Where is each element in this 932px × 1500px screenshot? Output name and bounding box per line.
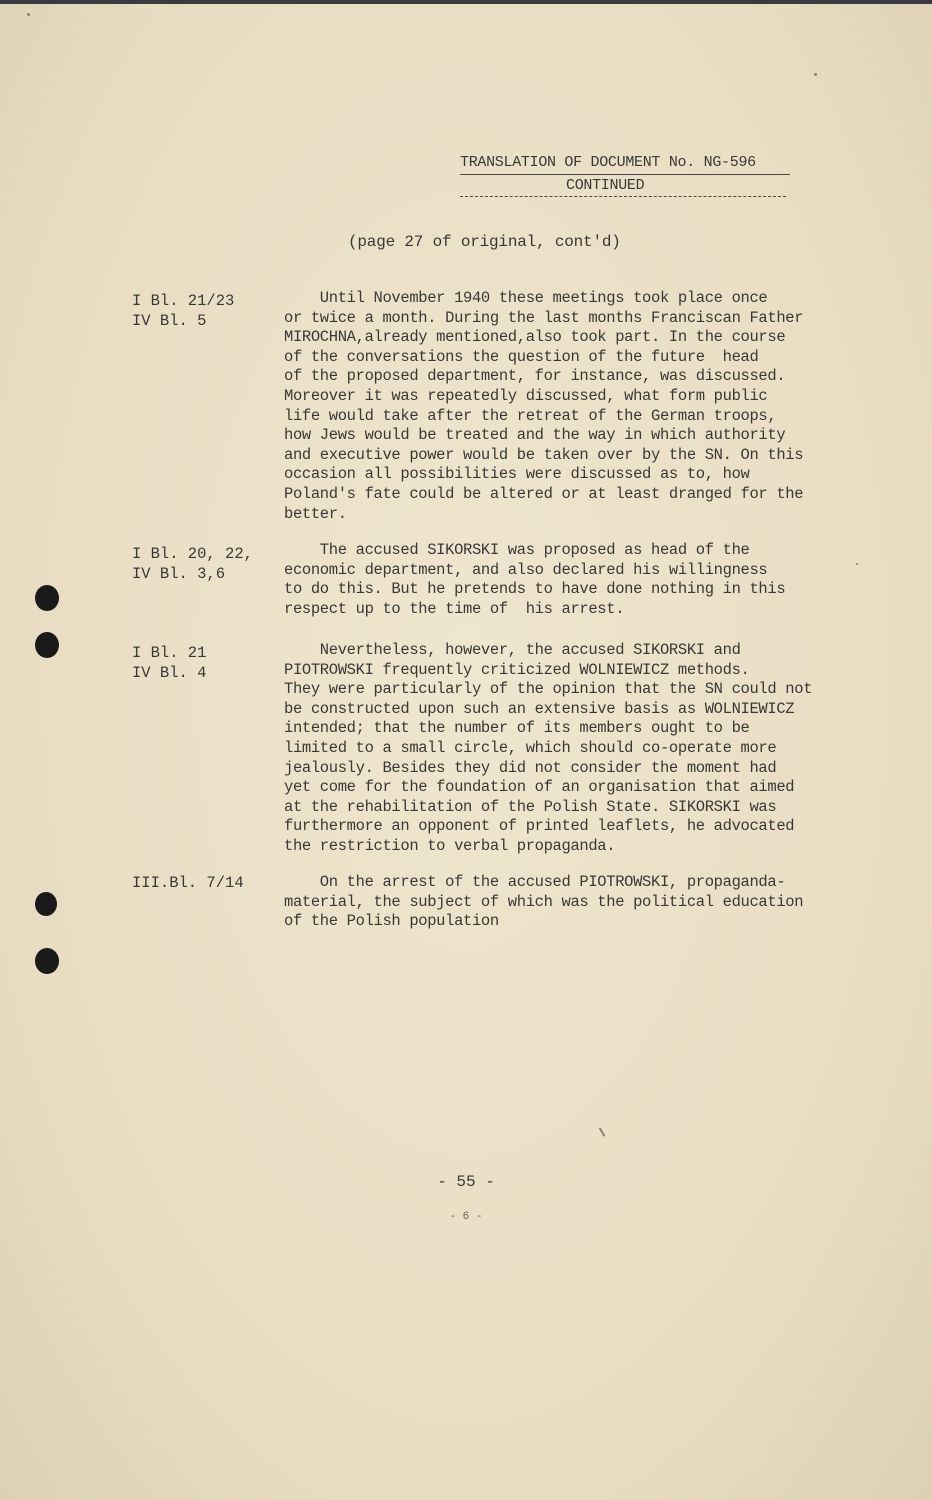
punch-hole [35, 892, 57, 916]
margin-ref-line: I Bl. 20, 22, [132, 545, 253, 563]
text-line: at the rehabilitation of the Polish State. SIKORSKI was [284, 797, 777, 816]
text-line: MIROCHNA,already mentioned,also took part. In the course [284, 328, 786, 347]
text-line: to do this. But he pretends to have done nothing in this [284, 580, 786, 599]
text-line: They were particularly of the opinion that the SN could not [284, 680, 813, 699]
punch-hole [35, 632, 59, 658]
text-line: occasion all possibilities were discussed as to, how [284, 465, 750, 484]
speck [856, 563, 858, 565]
speck [27, 13, 30, 16]
header-title: TRANSLATION OF DOCUMENT No. NG-596 [460, 152, 790, 175]
text-line: The accused SIKORSKI was proposed as head of the [284, 541, 750, 559]
page-reference: (page 27 of original, cont'd) [348, 233, 621, 251]
scan-top-edge [0, 0, 932, 4]
text-line: PIOTROWSKI frequently criticized WOLNIEWICZ methods. [284, 660, 750, 679]
text-line: economic department, and also declared his willingness [284, 560, 768, 579]
header-continued: CONTINUED [460, 175, 786, 197]
punch-hole [35, 585, 59, 611]
text-line: On the arrest of the accused PIOTROWSKI, propaganda- [284, 873, 786, 891]
margin-ref-3 [132, 644, 272, 683]
margin-ref-2 [132, 545, 272, 584]
text-line: better. [284, 504, 347, 523]
speck [599, 1127, 606, 1137]
margin-ref-line: IV Bl. 3,6 [132, 564, 226, 583]
text-line: respect up to the time of his arrest. [284, 599, 625, 618]
paragraph-3 [284, 641, 864, 857]
text-line: the restriction to verbal propaganda. [284, 836, 616, 855]
text-line: furthermore an opponent of printed leaflets, he advocated [284, 817, 795, 836]
text-line: Until November 1940 these meetings took place once [284, 289, 768, 307]
text-line: how Jews would be treated and the way in which authority [284, 426, 786, 445]
punch-hole [35, 948, 59, 974]
paragraph-1 [284, 289, 864, 524]
page-number: - 55 - [437, 1173, 495, 1191]
margin-ref-line: III.Bl. 7/14 [132, 874, 244, 892]
text-line: jealously. Besides they did not consider the moment had [284, 758, 777, 777]
margin-ref-line: IV Bl. 5 [132, 311, 207, 330]
margin-ref-1 [132, 292, 272, 331]
margin-ref-line: I Bl. 21/23 [132, 292, 235, 310]
text-line: limited to a small circle, which should co-operate more [284, 738, 777, 757]
margin-ref-line: I Bl. 21 [132, 644, 207, 662]
text-line: Poland's fate could be altered or at least dranged for the [284, 484, 804, 503]
margin-ref-line: IV Bl. 4 [132, 663, 207, 682]
text-line: or twice a month. During the last months Franciscan Father [284, 308, 804, 327]
margin-ref-4 [132, 874, 272, 894]
text-line: life would take after the retreat of the German troops, [284, 406, 777, 425]
text-line: and executive power would be taken over by the SN. On this [284, 445, 804, 464]
text-line: be constructed upon such an extensive basis as WOLNIEWICZ [284, 699, 795, 718]
paragraph-2 [284, 541, 864, 619]
document-header [460, 152, 790, 197]
paragraph-4 [284, 873, 864, 932]
text-line: of the conversations the question of the future head [284, 347, 759, 366]
text-line: of the proposed department, for instance, was discussed. [284, 367, 786, 386]
text-line: intended; that the number of its members ought to be [284, 719, 750, 738]
page-sub-mark: - 6 - [449, 1211, 483, 1223]
text-line: Nevertheless, however, the accused SIKORSKI and [284, 641, 741, 659]
text-line: of the Polish population [284, 912, 499, 931]
text-line: material, the subject of which was the political education [284, 892, 804, 911]
text-line: Moreover it was repeatedly discussed, what form public [284, 386, 768, 405]
speck [814, 73, 817, 76]
text-line: yet come for the foundation of an organisation that aimed [284, 778, 795, 797]
